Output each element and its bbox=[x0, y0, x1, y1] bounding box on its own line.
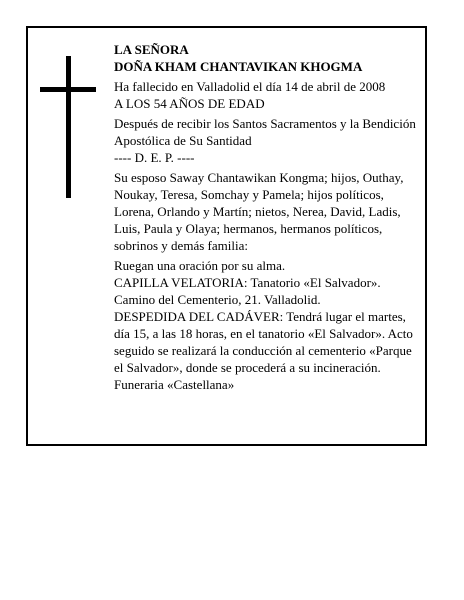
rip-line: ---- D. E. P. ---- bbox=[114, 150, 195, 165]
death-date-line: Ha fallecido en Valladolid el día 14 de abril de 2008 bbox=[114, 79, 386, 94]
family-list: Su esposo Saway Chantawikan Kongma; hijos, Outhay, Noukay, Teresa, Somchay y Pamela; hijos políticos, Lorena, Orlando y Martín; nietos, Nerea, David, Ladis, Luis, Paula y Olaya; hermanos, hermanos políticos, sobrinos y demás familia: bbox=[114, 170, 404, 253]
notice-title: LA SEÑORA bbox=[114, 42, 189, 57]
farewell-info: DESPEDIDA DEL CADÁVER: Tendrá lugar el martes, día 15, a las 18 horas, en el tanatorio «El Salvador». Acto seguido se realizará la conducción al cementerio «Parque el Salvador», donde se procederá a su incineración. bbox=[114, 309, 413, 375]
cross-icon bbox=[40, 56, 96, 198]
obituary-notice bbox=[26, 26, 427, 446]
sacraments-line: Después de recibir los Santos Sacramentos y la Bendición Apostólica de Su Santidad bbox=[114, 116, 416, 148]
funeral-home: Funeraria «Castellana» bbox=[114, 377, 235, 392]
deceased-name: DOÑA KHAM CHANTAVIKAN KHOGMA bbox=[114, 59, 363, 74]
prayer-line: Ruegan una oración por su alma. bbox=[114, 258, 286, 273]
cross-horizontal-bar bbox=[40, 87, 96, 92]
cross-vertical-bar bbox=[66, 56, 71, 198]
age-line: A LOS 54 AÑOS DE EDAD bbox=[114, 96, 265, 111]
notice-text bbox=[114, 41, 420, 393]
chapel-info: CAPILLA VELATORIA: Tanatorio «El Salvador». Camino del Cementerio, 21. Valladolid. bbox=[114, 275, 381, 307]
